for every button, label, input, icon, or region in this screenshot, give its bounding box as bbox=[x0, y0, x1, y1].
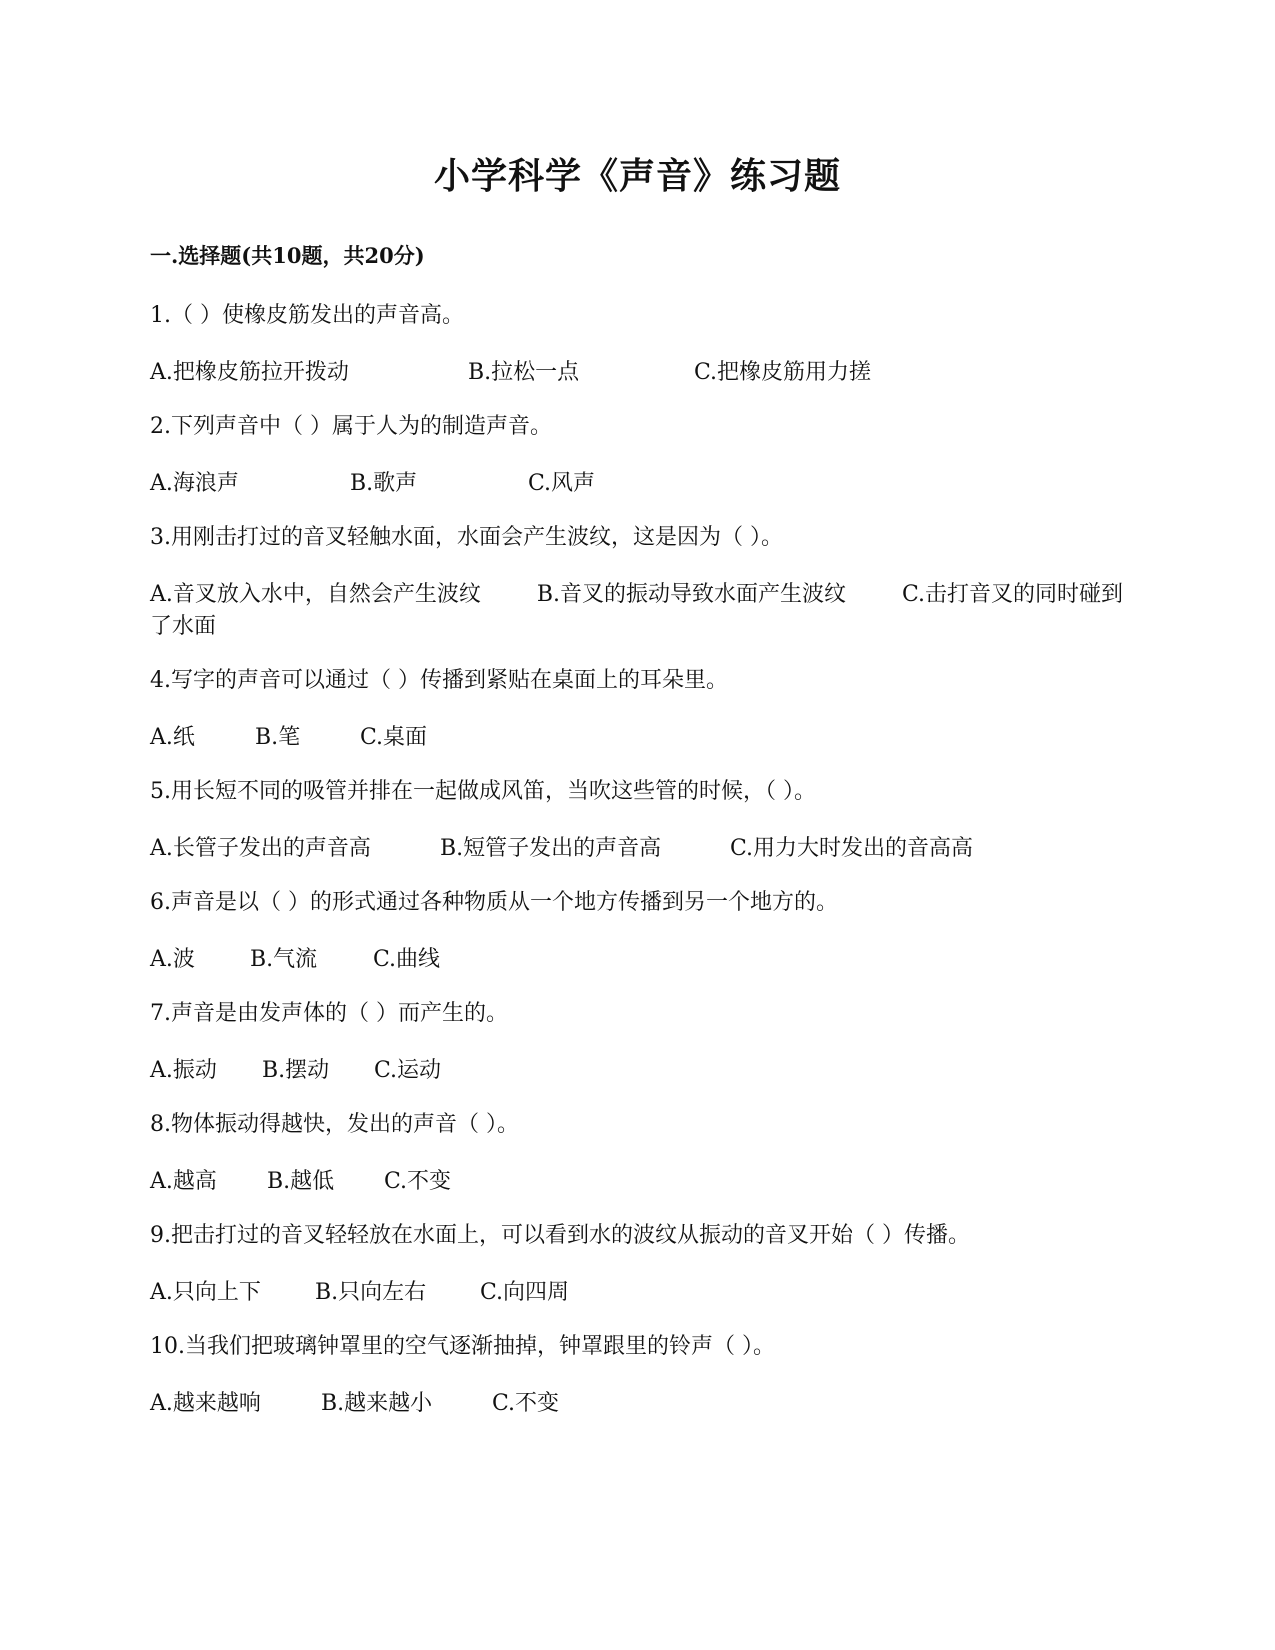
option-a: A.越来越响 bbox=[150, 1391, 261, 1416]
question-stem: 10.当我们把玻璃钟罩里的空气逐渐抽掉，钟罩跟里的铃声（ ）。 bbox=[150, 1334, 775, 1359]
option-c: C.风声 bbox=[528, 471, 596, 496]
question-options bbox=[150, 1388, 1135, 1420]
question-options bbox=[150, 1166, 1135, 1198]
option-c: C.桌面 bbox=[360, 725, 428, 750]
option-a: A.只向上下 bbox=[150, 1280, 261, 1305]
option-b: B.拉松一点 bbox=[468, 360, 580, 385]
question-stem: 6.声音是以（ ）的形式通过各种物质从一个地方传播到另一个地方的。 bbox=[150, 890, 838, 915]
option-a: A.海浪声 bbox=[150, 471, 239, 496]
question-10 bbox=[150, 1331, 1135, 1420]
question-9 bbox=[150, 1220, 1135, 1309]
option-a: A.越高 bbox=[150, 1169, 217, 1194]
question-stem: 5.用长短不同的吸管并排在一起做成风笛，当吹这些管的时候，（ ）。 bbox=[150, 779, 816, 804]
question-7 bbox=[150, 998, 1135, 1087]
question-stem: 7.声音是由发声体的（ ）而产生的。 bbox=[150, 1001, 508, 1026]
option-c: C.不变 bbox=[384, 1169, 452, 1194]
option-c: C.用力大时发出的音高高 bbox=[730, 836, 974, 861]
question-stem: 3.用刚击打过的音叉轻触水面，水面会产生波纹，这是因为（ ）。 bbox=[150, 525, 783, 550]
question-options bbox=[150, 722, 1135, 754]
question-options bbox=[150, 1277, 1135, 1309]
option-b: B.笔 bbox=[255, 725, 301, 750]
question-stem: 9.把击打过的音叉轻轻放在水面上，可以看到水的波纹从振动的音叉开始（ ）传播。 bbox=[150, 1223, 970, 1248]
option-b: B.摆动 bbox=[262, 1058, 330, 1083]
section-heading: 一.选择题(共10题，共20分) bbox=[150, 243, 425, 268]
option-a: A.长管子发出的声音高 bbox=[150, 836, 371, 861]
option-a: A.振动 bbox=[150, 1058, 217, 1083]
question-options bbox=[150, 468, 1135, 500]
option-b: B.越来越小 bbox=[321, 1391, 433, 1416]
option-a: A.音叉放入水中，自然会产生波纹 bbox=[150, 582, 481, 607]
question-2 bbox=[150, 411, 1135, 500]
option-b: B.气流 bbox=[250, 947, 318, 972]
question-list bbox=[150, 300, 1135, 1442]
option-c: C.向四周 bbox=[480, 1280, 570, 1305]
question-options bbox=[150, 1055, 1135, 1087]
option-a: A.波 bbox=[150, 947, 195, 972]
option-c: C.曲线 bbox=[373, 947, 441, 972]
question-options bbox=[150, 833, 1135, 865]
question-3 bbox=[150, 522, 1135, 643]
question-6 bbox=[150, 887, 1135, 976]
option-b: B.音叉的振动导致水面产生波纹 bbox=[536, 582, 847, 607]
question-options bbox=[150, 357, 1135, 389]
question-stem: 8.物体振动得越快，发出的声音（ ）。 bbox=[150, 1112, 519, 1137]
document-title: 小学科学《声音》练习题 bbox=[433, 155, 841, 197]
option-b: B.歌声 bbox=[350, 471, 418, 496]
question-stem: 2.下列声音中（ ）属于人为的制造声音。 bbox=[150, 414, 552, 439]
question-1 bbox=[150, 300, 1135, 389]
option-b: B.越低 bbox=[267, 1169, 335, 1194]
question-5 bbox=[150, 776, 1135, 865]
question-options bbox=[150, 944, 1135, 976]
question-stem: 4.写字的声音可以通过（ ）传播到紧贴在桌面上的耳朵里。 bbox=[150, 668, 728, 693]
option-c: C.运动 bbox=[374, 1058, 442, 1083]
option-c: C.不变 bbox=[492, 1391, 560, 1416]
option-b: B.只向左右 bbox=[315, 1280, 427, 1305]
question-options bbox=[150, 579, 1135, 643]
option-c: C.把橡皮筋用力搓 bbox=[694, 360, 872, 385]
option-a: A.把橡皮筋拉开拨动 bbox=[150, 360, 349, 385]
option-a: A.纸 bbox=[150, 725, 195, 750]
question-stem: 1.（ ）使橡皮筋发出的声音高。 bbox=[150, 303, 464, 328]
question-4 bbox=[150, 665, 1135, 754]
option-b: B.短管子发出的声音高 bbox=[440, 836, 662, 861]
question-8 bbox=[150, 1109, 1135, 1198]
option-c: C.击打音叉的同时碰到了水面 bbox=[150, 582, 1124, 639]
